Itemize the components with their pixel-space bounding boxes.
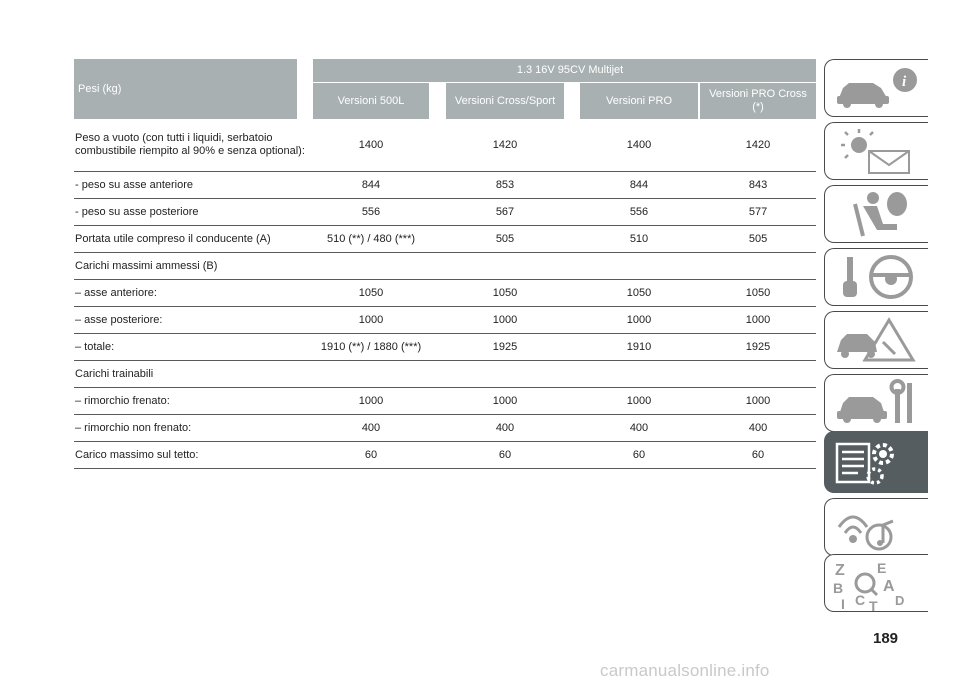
row-value: 1400 [580, 119, 698, 172]
row-value [700, 253, 816, 280]
row-value: 844 [313, 172, 429, 199]
row-value: 1050 [700, 280, 816, 307]
row-value: 1400 [313, 119, 429, 172]
row-value: 1000 [313, 307, 429, 334]
row-value: 505 [700, 226, 816, 253]
index-letter: B [833, 580, 844, 596]
index-letter: A [883, 578, 895, 595]
row-value: 567 [446, 199, 564, 226]
row-value: 1000 [446, 388, 564, 415]
weights-table [74, 59, 816, 469]
row-value: 1420 [700, 119, 816, 172]
table-row [74, 280, 816, 307]
svg-text:i: i [902, 74, 907, 90]
row-value: 510 [580, 226, 698, 253]
table-row [74, 253, 816, 280]
specs-list-gears-icon [833, 436, 925, 490]
warning-lights-message-icon [833, 127, 925, 177]
row-value: 1925 [446, 334, 564, 361]
key-steering-wheel-icon [833, 253, 925, 303]
row-value: 556 [313, 199, 429, 226]
column-header: Versioni 500L [313, 83, 429, 120]
row-label: - peso su asse posteriore [74, 199, 313, 226]
row-value: 1000 [446, 307, 564, 334]
page-number: 189 [873, 630, 899, 647]
row-value [446, 361, 564, 388]
table-row [74, 226, 816, 253]
row-value: 400 [700, 415, 816, 442]
column-header: Versioni PRO Cross (*) [700, 83, 816, 120]
row-value: 400 [313, 415, 429, 442]
tab-emergencies[interactable] [824, 311, 928, 369]
row-value: 505 [446, 226, 564, 253]
row-value: 60 [580, 442, 698, 469]
watermark: carmanualsonline.info [600, 661, 770, 680]
table-row [74, 307, 816, 334]
tab-servicing[interactable] [824, 374, 928, 432]
table-row [74, 415, 816, 442]
row-value: 60 [700, 442, 816, 469]
seat-airbag-icon [833, 190, 925, 240]
row-value: 510 (**) / 480 (***) [313, 226, 429, 253]
row-value [313, 361, 429, 388]
row-label: – rimorchio non frenato: [74, 415, 313, 442]
engine-header: 1.3 16V 95CV Multijet [313, 59, 816, 83]
table-row [74, 361, 816, 388]
tab-index[interactable] [824, 554, 928, 612]
table-row [74, 334, 816, 361]
weights-header: Pesi (kg) [74, 59, 297, 119]
row-value: 1910 (**) / 1880 (***) [313, 334, 429, 361]
row-value [580, 361, 698, 388]
radio-music-icon [833, 503, 925, 553]
table-row [74, 199, 816, 226]
row-value: 1050 [580, 280, 698, 307]
index-letter: C [855, 592, 866, 608]
row-value: 1000 [700, 307, 816, 334]
column-header: Versioni Cross/Sport [446, 83, 564, 120]
table-row [74, 119, 816, 172]
tab-dashboard[interactable] [824, 122, 928, 180]
row-label: – asse anteriore: [74, 280, 313, 307]
row-value: 400 [446, 415, 564, 442]
row-value: 1050 [313, 280, 429, 307]
row-value: 556 [580, 199, 698, 226]
row-value [580, 253, 698, 280]
row-value: 844 [580, 172, 698, 199]
row-label: Carichi trainabili [74, 361, 313, 388]
row-value: 853 [446, 172, 564, 199]
index-letter: E [877, 560, 887, 576]
row-label: – totale: [74, 334, 313, 361]
row-label: Portata utile compreso il conducente (A) [74, 226, 313, 253]
row-value: 1910 [580, 334, 698, 361]
row-value: 1050 [446, 280, 564, 307]
row-value: 1000 [700, 388, 816, 415]
tab-technical-data[interactable] [824, 431, 928, 493]
car-info-icon [833, 64, 925, 114]
tab-starting-driving[interactable] [824, 248, 928, 306]
row-value [446, 253, 564, 280]
row-label: - peso su asse anteriore [74, 172, 313, 199]
index-letter: I [841, 596, 845, 611]
row-value: 1925 [700, 334, 816, 361]
row-value: 60 [446, 442, 564, 469]
row-label: Carico massimo sul tetto: [74, 442, 313, 469]
index-letter: D [895, 593, 905, 608]
tab-multimedia[interactable] [824, 498, 928, 556]
car-crash-warning-icon [833, 316, 925, 366]
alphabetical-index-icon [833, 559, 925, 611]
table-row [74, 388, 816, 415]
tab-safety[interactable] [824, 185, 928, 243]
table-row [74, 442, 816, 469]
row-label: – rimorchio frenato: [74, 388, 313, 415]
column-header: Versioni PRO [580, 83, 698, 120]
row-label: – asse posteriore: [74, 307, 313, 334]
car-maintenance-tools-icon [833, 379, 925, 429]
row-value: 1000 [580, 388, 698, 415]
tab-knowing-the-car[interactable] [824, 59, 928, 117]
row-value: 1000 [580, 307, 698, 334]
row-value: 400 [580, 415, 698, 442]
row-value: 60 [313, 442, 429, 469]
row-value: 843 [700, 172, 816, 199]
row-label: Carichi massimi ammessi (B) [74, 253, 313, 280]
index-letter: Z [835, 562, 845, 579]
row-label: Peso a vuoto (con tutti i liquidi, serbatoio combustibile riempito al 90% e senza optional): [74, 119, 313, 172]
table-row [74, 172, 816, 199]
row-value: 1420 [446, 119, 564, 172]
row-value [313, 253, 429, 280]
row-value: 1000 [313, 388, 429, 415]
row-value [700, 361, 816, 388]
index-letter: T [869, 598, 878, 611]
row-value: 577 [700, 199, 816, 226]
